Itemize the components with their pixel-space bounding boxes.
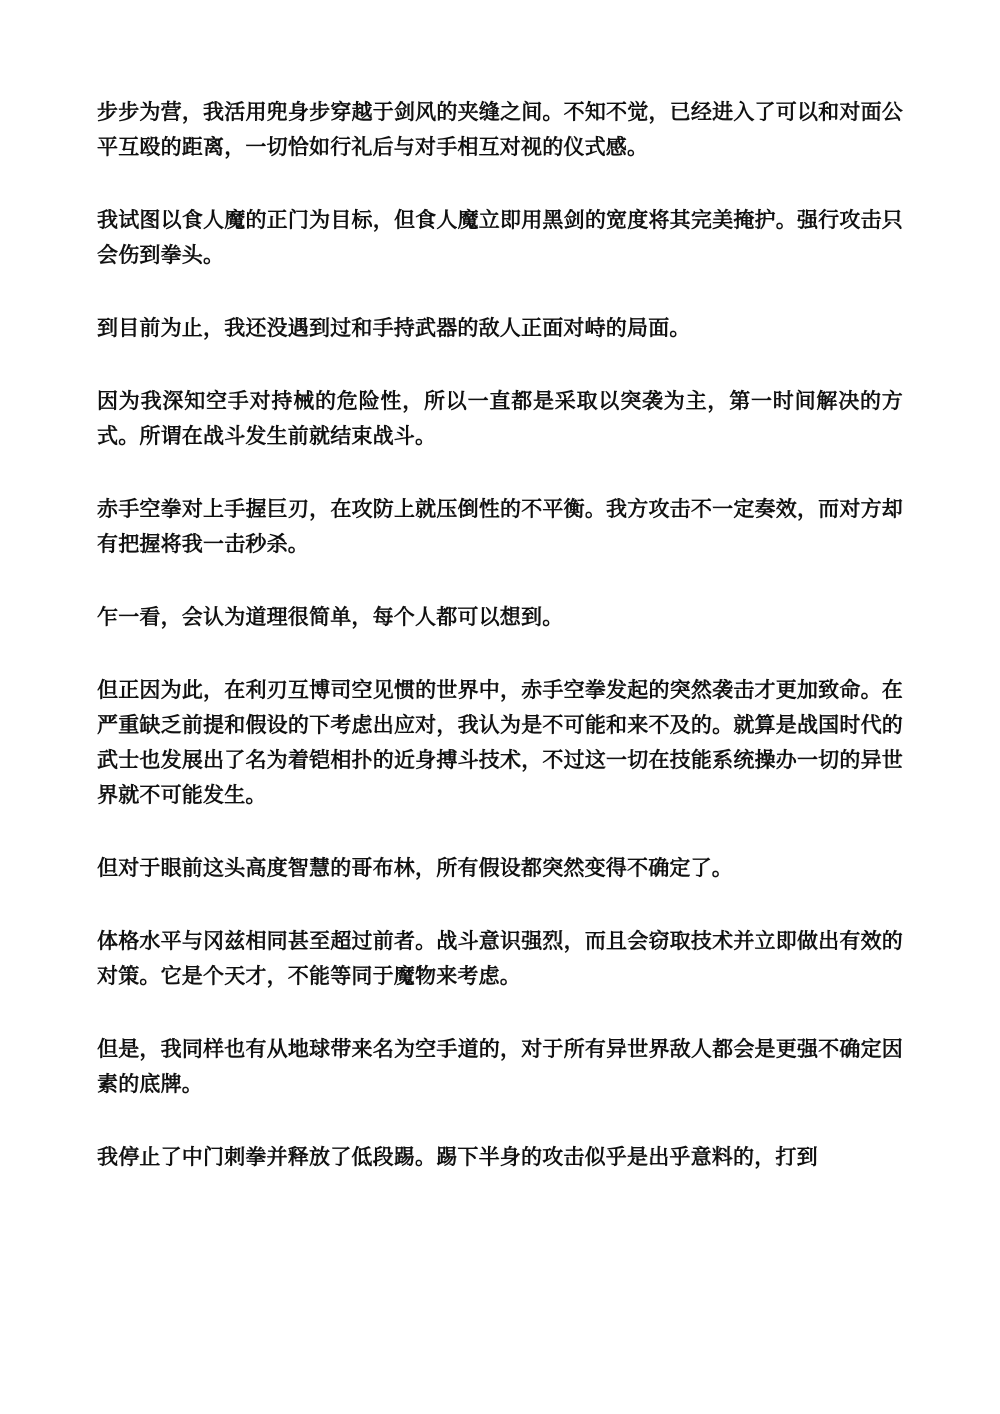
paragraph-5: 赤手空拳对上手握巨刃，在攻防上就压倒性的不平衡。我方攻击不一定奏效，而对方却有把握将我一击秒杀。 <box>97 497 903 556</box>
paragraph-7: 但正因为此，在利刃互博司空见惯的世界中，赤手空拳发起的突然袭击才更加致命。在严重缺乏前提和假设的下考虑出应对，我认为是不可能和来不及的。就算是战国时代的武士也发展出了名为着铠相扑的近身搏斗技术，不过这一切在技能系统操办一切的异世界就不可能发生。 <box>97 678 903 807</box>
paragraph-6: 乍一看，会认为道理很简单，每个人都可以想到。 <box>97 605 564 629</box>
paragraph-3: 到目前为止，我还没遇到过和手持武器的敌人正面对峙的局面。 <box>97 316 691 340</box>
paragraph-9: 体格水平与冈兹相同甚至超过前者。战斗意识强烈，而且会窃取技术并立即做出有效的对策。它是个天才，不能等同于魔物来考虑。 <box>97 929 903 988</box>
paragraph-8: 但对于眼前这头高度智慧的哥布林，所有假设都突然变得不确定了。 <box>97 856 733 880</box>
paragraph-4: 因为我深知空手对持械的危险性，所以一直都是采取以突袭为主，第一时间解决的方式。所谓在战斗发生前就结束战斗。 <box>97 389 903 448</box>
paragraph-1: 步步为营，我活用兜身步穿越于剑风的夹缝之间。不知不觉，已经进入了可以和对面公平互殴的距离，一切恰如行礼后与对手相互对视的仪式感。 <box>97 100 903 159</box>
paragraph-2: 我试图以食人魔的正门为目标，但食人魔立即用黑剑的宽度将其完美掩护。强行攻击只会伤到拳头。 <box>97 208 903 267</box>
paragraph-10: 但是，我同样也有从地球带来名为空手道的，对于所有异世界敌人都会是更强不确定因素的底牌。 <box>97 1037 903 1096</box>
paragraph-11: 我停止了中门刺拳并释放了低段踢。踢下半身的攻击似乎是出乎意料的，打到 <box>97 1145 818 1169</box>
